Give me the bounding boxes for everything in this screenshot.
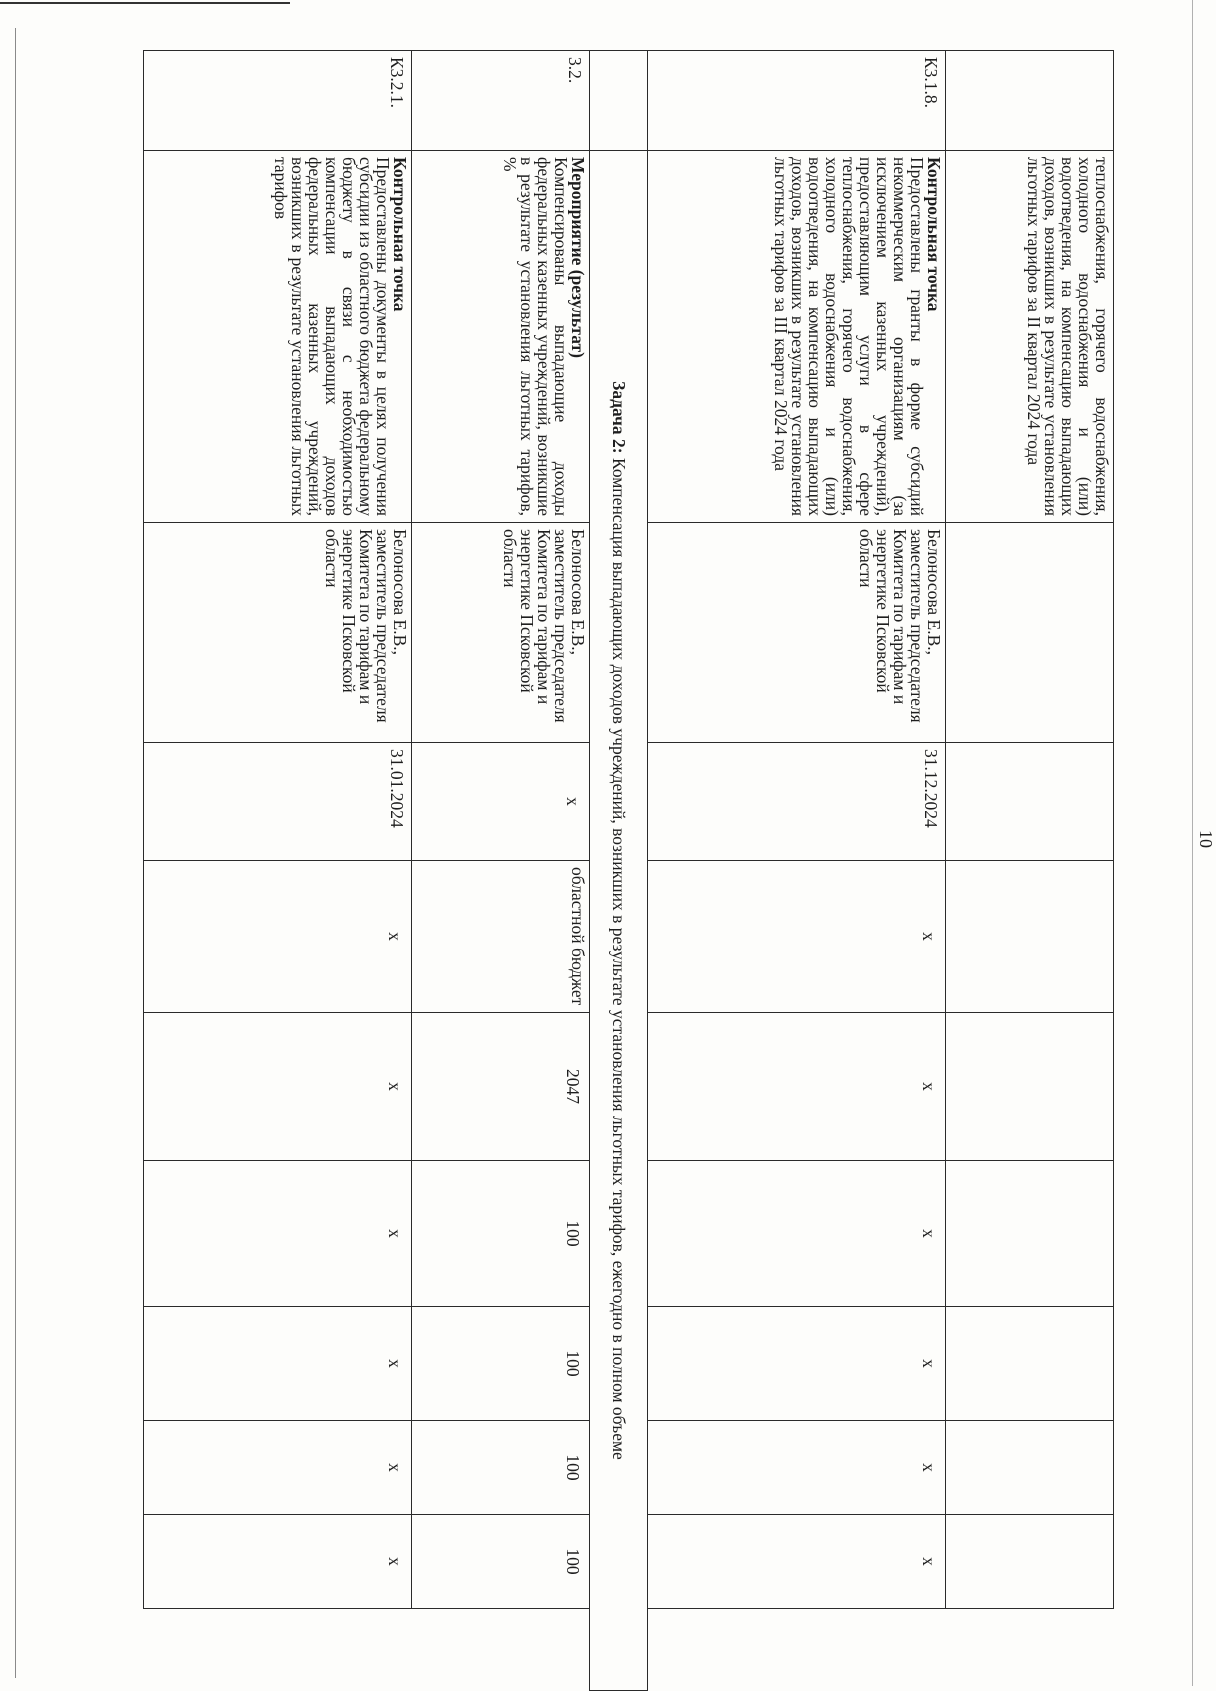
row-value-1: x	[144, 1013, 412, 1161]
row-value-3: x	[648, 1307, 946, 1421]
row-description-cell	[648, 151, 946, 523]
row-date: x	[412, 743, 590, 861]
task-text: Компенсация выпадающих доходов учреждений, возникших в результате установления льготных тарифов, ежегодно в полном объеме	[609, 458, 629, 1460]
row-number: 3.2.	[412, 51, 590, 151]
row-source: областной бюджет	[412, 861, 590, 1013]
row-value-2	[946, 1161, 1114, 1307]
scan-edge-left	[15, 28, 16, 1678]
row-responsible: Белоносова Е.В., заместитель председателя Комитета по тарифам и энергетике Псковской области	[412, 523, 590, 743]
row-value-4: x	[144, 1421, 412, 1515]
row-date	[946, 743, 1114, 861]
row-responsible: Белоносова Е.В., заместитель председателя Комитета по тарифам и энергетике Псковской области	[144, 523, 412, 743]
row-value-2: x	[648, 1161, 946, 1307]
row-value-4	[946, 1421, 1114, 1515]
row-description: Предоставлены гранты в форме субсидий некоммерческим организациям (за исключением казенных учреждений), предоставляющим услуги в сфере теплоснабжения, горячего водоснабжения, холодного водоснабжения и (или) водоотведения, на компенсацию выпадающих доходов, возникших в результате установления льготных тарифов за III квартал 2024 года	[771, 157, 927, 516]
row-title: Мероприятие (результат)	[568, 157, 588, 358]
row-value-3: 100	[412, 1307, 590, 1421]
row-source	[946, 861, 1114, 1013]
row-value-1	[946, 1013, 1114, 1161]
task-cell	[590, 151, 648, 1691]
rotated-page	[144, 50, 1216, 1690]
row-value-4: x	[648, 1421, 946, 1515]
row-value-1: x	[648, 1013, 946, 1161]
row-responsible	[946, 523, 1114, 743]
row-value-5: x	[648, 1515, 946, 1609]
page-number: 10	[1196, 830, 1216, 848]
plan-table	[143, 50, 1114, 1691]
table-row	[144, 51, 412, 1691]
row-source: x	[648, 861, 946, 1013]
row-date: 31.01.2024	[144, 743, 412, 861]
row-value-2: 100	[412, 1161, 590, 1307]
row-description: теплоснабжения, горячего водоснабжения, холодного водоснабжения и (или) водоотведения, на компенсацию выпадающих доходов, возникших в результате установления льготных тарифов за II квартал 2024 года	[1024, 157, 1112, 516]
row-description-cell	[946, 151, 1114, 523]
table-row	[648, 51, 946, 1691]
row-value-5	[946, 1515, 1114, 1609]
row-description-cell	[412, 151, 590, 523]
row-description-cell	[144, 151, 412, 523]
row-responsible: Белоносова Е.В., заместитель председателя Комитета по тарифам и энергетике Псковской области	[648, 523, 946, 743]
row-value-4: 100	[412, 1421, 590, 1515]
row-value-1: 2047	[412, 1013, 590, 1161]
row-value-5: x	[144, 1515, 412, 1609]
row-source: x	[144, 861, 412, 1013]
table-row	[946, 51, 1114, 1691]
row-description: Компенсированы выпадающие доходы федеральных казенных учреждений, возникшие в результате установления льготных тарифов, %	[500, 157, 571, 516]
row-title: Контрольная точка	[390, 157, 410, 312]
table-row	[412, 51, 590, 1691]
row-title: Контрольная точка	[924, 157, 944, 312]
row-value-2: x	[144, 1161, 412, 1307]
row-number: К3.1.8.	[648, 51, 946, 151]
row-value-5: 100	[412, 1515, 590, 1609]
task-number-cell	[590, 51, 648, 151]
row-date: 31.12.2024	[648, 743, 946, 861]
scan-edge-top	[0, 2, 290, 4]
row-description: Предоставлены документы в целях получения субсидии из областного бюджета федеральному бюджету в связи с необходимостью компенсации выпадающих доходов федеральных казенных учреждений, возникших в результате установления льготных тарифов	[271, 157, 393, 516]
row-number: К3.2.1.	[144, 51, 412, 151]
row-value-3: x	[144, 1307, 412, 1421]
task-row	[590, 51, 648, 1691]
row-value-3	[946, 1307, 1114, 1421]
task-label: Задача 2:	[609, 381, 629, 454]
scan-edge-right	[1192, 0, 1193, 1686]
row-number	[946, 51, 1114, 151]
